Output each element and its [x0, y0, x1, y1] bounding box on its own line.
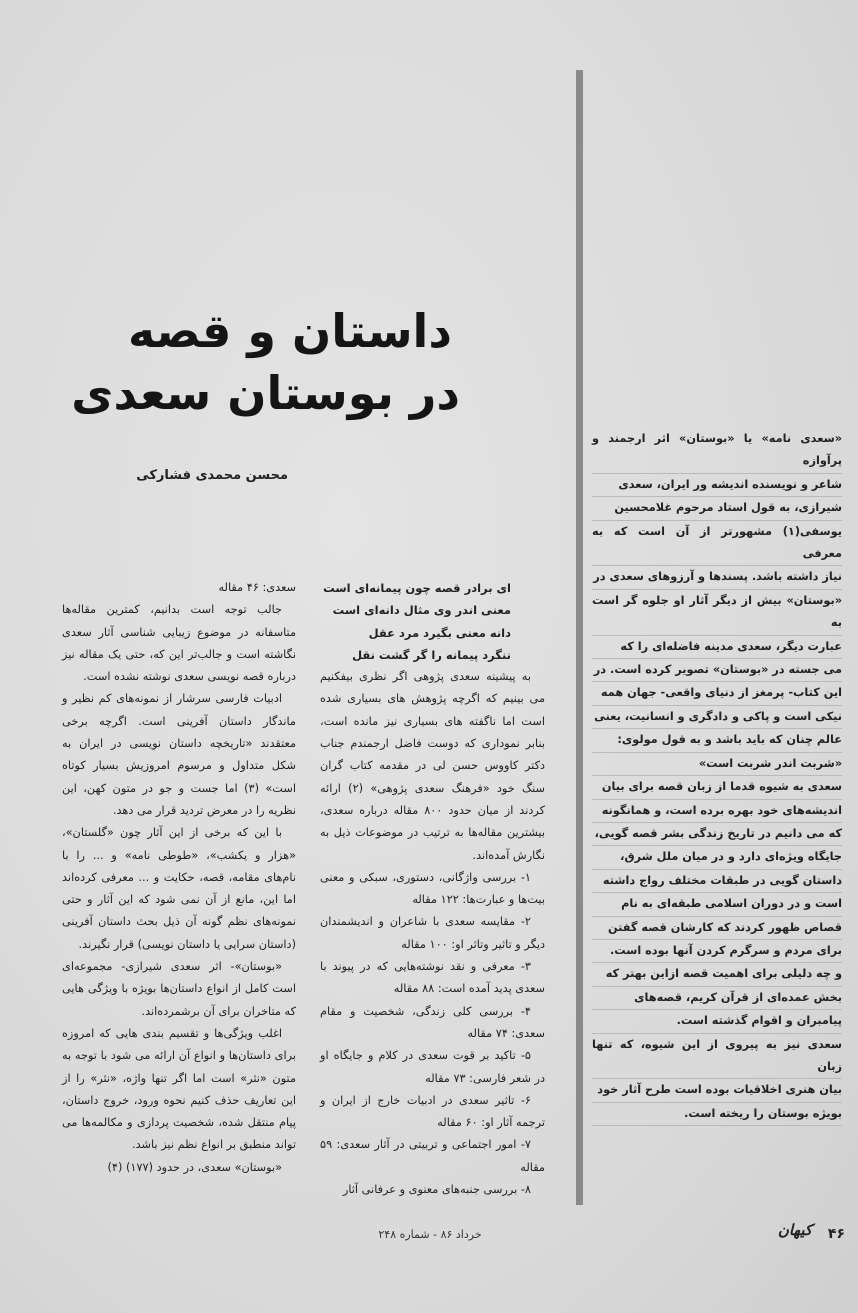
- list-item: ۵- تاکید بر قوت سعدی در کلام و جایگاه او در شعر فارسی: ۷۳ مقاله: [320, 1049, 545, 1085]
- list-item: ۱- بررسی واژگانی، دستوری، سبکی و معنی بیت‌ها و عبارت‌ها: ۱۲۲ مقاله: [320, 870, 545, 907]
- list-item: ۳- معرفی و نقد نوشته‌هایی که در پیوند با سعدی پدید آمده است: ۸۸ مقاله: [320, 960, 545, 996]
- title-line-2: در بوستان سعدی: [71, 366, 460, 420]
- intro-line: عبارت دیگر، سعدی مدینه فاضله‌ای را که: [592, 636, 842, 659]
- intro-line: این کتاب- پرمغز از دنیای واقعی- جهان همه: [592, 682, 842, 705]
- article-title: [71, 300, 460, 424]
- intro-line: یوسفی(۱) مشهورتر از آن است که به معرفی: [592, 521, 842, 567]
- list-item: ۷- امور اجتماعی و تربیتی در آثار سعدی: ۵۹ مقاله: [320, 1138, 545, 1174]
- intro-line: و چه دلیلی برای اهمیت قصه ازاین بهتر که: [592, 963, 842, 986]
- intro-line: عالم چنان که باید باشد و به قول مولوی:: [592, 729, 842, 752]
- intro-line: نیکی است و پاکی و دادگری و انسانیت، یعنی: [592, 706, 842, 729]
- intro-line: سعدی نیز به پیروی از این شیوه، که تنها زبان: [592, 1034, 842, 1080]
- list-item: ۸- بررسی جنبه‌های معنوی و عرفانی آثار: [342, 1183, 531, 1197]
- verse-line: معنی اندر وی مثال دانه‌ای است: [332, 603, 511, 618]
- list-item: ۲- مقایسه سعدی با شاعران و اندیشمندان دیگر و تاثیر وتاثر او: ۱۰۰ مقاله: [320, 915, 545, 951]
- intro-line: بخش عمده‌ای از قرآن کریم، قصه‌های: [592, 987, 842, 1010]
- intro-column: [592, 428, 842, 1126]
- intro-line: جایگاه ویژه‌ای دارد و در میان ملل شرق،: [592, 846, 842, 869]
- body-paragraph: سعدی: ۴۶ مقاله: [218, 581, 296, 594]
- intro-line: قصاص ظهور کردند که کارشان قصه گفتن: [592, 917, 842, 940]
- intro-line: می جسته در «بوستان» تصویر کرده است. در: [592, 659, 842, 682]
- intro-line: برای مردم و سرگرم کردن آنها بوده است.: [592, 940, 842, 963]
- page-number: ۴۶: [827, 1226, 845, 1242]
- body-column-left: [62, 577, 296, 1179]
- list-item: ۶- تاثیر سعدی در ادبیات خارج از ایران و ترجمه آثار او: ۶۰ مقاله: [320, 1093, 545, 1130]
- list-item: ۴- بررسی کلی زندگی، شخصیت و مقام سعدی: ۷۴ مقاله: [320, 1004, 545, 1040]
- body-paragraph: با این که برخی از این آثار چون «گلستان»، «هزار و یکشب»، «طوطی نامه» و ... را با نام‌های مقامه، قصه، حکایت و ... معرفی کرده‌اند اما این، مانع از آن نمی شود که این آثار و حتی نمونه‌های نظم گونه آن ذیل بحث داستان آفرینی (داستان سرایی یا داستان نویسی) قرار نگیرند.: [62, 826, 296, 951]
- intro-line: بیان هنری اخلاقیات بوده است طرح آثار خود: [592, 1079, 842, 1102]
- poem-verse: [320, 577, 545, 666]
- intro-line: که می دانیم در تاریخ زندگی بشر قصه گویی،: [592, 823, 842, 846]
- verse-line: ای برادر قصه چون پیمانه‌ای است: [323, 581, 511, 595]
- intro-line: داستان گویی در طبقات مختلف رواج داشته: [592, 870, 842, 893]
- body-paragraph: به پیشینه سعدی پژوهی اگر نظری بیفکنیم می بینیم که اگرچه پژوهش های بسیاری شده است اما ناگفته های بسیاری نیز مانده است، بنابر نموداری که دوست فاضل ارجمندم جناب دکتر کاووس حسن لی در مقدمه کتاب گران سنگ خود «فرهنگ سعدی پژوهی» (۲) ارائه کردند از میان حدود ۸۰۰ مقاله درباره سعدی، بیشترین مقاله‌ها به ترتیب در موضوعات ذیل به نگارش آمده‌اند.: [320, 670, 545, 862]
- intro-line: «سعدی نامه» یا «بوستان» اثر ارجمند و پرآوازه: [592, 428, 842, 474]
- intro-line: «بوستان» بیش از دیگر آثار او جلوه گر است به: [592, 590, 842, 636]
- vertical-divider-bar: [576, 70, 583, 1205]
- body-paragraph: «بوستان»- اثر سعدی شیرازی- مجموعه‌ای است کامل از انواع داستان‌ها بویژه با ویژگی هایی که متاخران برای آن برشمرده‌اند.: [62, 960, 296, 1018]
- verse-line: دانه معنی بگیرد مرد عقل: [368, 625, 511, 640]
- intro-line: پیامبران و اقوام گذشته است.: [592, 1010, 842, 1033]
- intro-line: سعدی به شیوه قدما از زبان قصه برای بیان: [592, 776, 842, 799]
- verse-line: ننگرد پیمانه را گر گشت نقل: [352, 647, 511, 662]
- body-paragraph: «بوستان» سعدی، در حدود (۱۷۷) (۴): [107, 1160, 282, 1174]
- magazine-logo: کیهان: [777, 1221, 812, 1239]
- intro-line: نیاز داشته باشد. پسندها و آرزوهای سعدی در: [592, 566, 842, 589]
- intro-line: شیرازی، به قول استاد مرحوم غلامحسین: [592, 497, 842, 520]
- intro-line: است و در دوران اسلامی طبقه‌ای به نام: [592, 893, 842, 916]
- author-name: محسن محمدی فشارکی: [136, 468, 288, 483]
- intro-line: بویژه بوستان را ریخته است.: [592, 1103, 842, 1126]
- body-column-middle: [320, 577, 545, 1201]
- intro-line: شاعر و نویسنده اندیشه ور ایران، سعدی: [592, 474, 842, 497]
- intro-line: «شربت اندر شربت است»: [592, 753, 842, 776]
- body-paragraph: ادبیات فارسی سرشار از نمونه‌های کم نظیر و ماندگار داستان آفرینی است. اگرچه برخی معتقدند «تاریخچه داستان نویسی در ایران به شکل متداول و مرسوم امروزیش بسیار کوتاه است» (۳) اما جست و جو در متون کهن، این نظریه را در معرض تردید قرار می دهد.: [62, 692, 296, 817]
- intro-line: اندیشه‌های خود بهره برده است، و همانگونه: [592, 800, 842, 823]
- body-paragraph: اغلب ویژگی‌ها و تقسیم بندی هایی که امروزه برای داستان‌ها و انواع آن ارائه می شود با توجه به متون «نثر» است اما اگر تنها واژه، «نثر» را از این تعاریف حذف کنیم نحوه ورود، خروج داستان، پیام منتقل شده، شخصیت پردازی و مکالمه‌ها می تواند منطبق بر انواع نظم نیز باشد.: [62, 1026, 296, 1152]
- issue-info: خرداد ۸۶ - شماره ۲۴۸: [378, 1228, 482, 1241]
- body-paragraph: جالب توجه است بدانیم، کمترین مقاله‌ها متاسفانه در موضوع زیبایی شناسی آثار سعدی نگاشته است و جالب‌تر این که، حتی یک مقاله نیز درباره قصه نویسی سعدی نوشته نشده است.: [62, 603, 296, 684]
- title-line-1: داستان و قصه: [128, 304, 452, 358]
